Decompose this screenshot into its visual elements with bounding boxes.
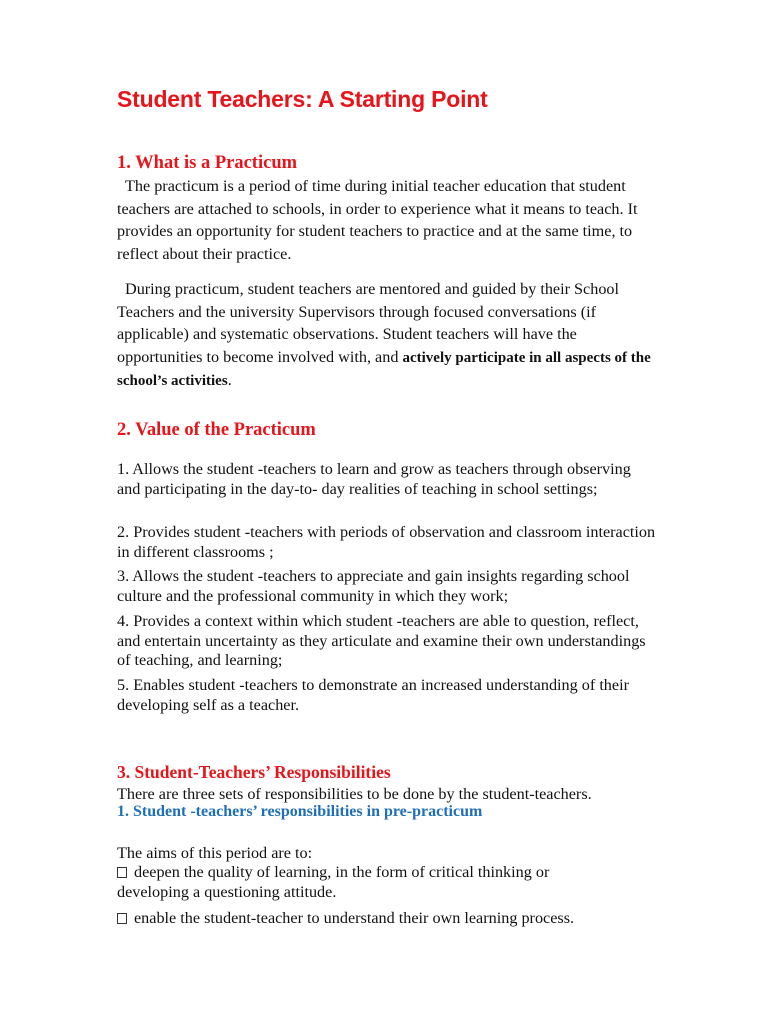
page-title: Student Teachers: A Starting Point — [117, 86, 488, 112]
value-item: 5. Enables student -teachers to demonstrate an increased understanding of their developing self as a teacher. — [117, 676, 629, 714]
section-heading-value: 2. Value of the Practicum — [117, 420, 316, 440]
mentoring-end: . — [227, 371, 232, 389]
value-item: 4. Provides a context within which student -teachers are able to question, reflect, and entertain uncertainty as they articulate and examine their own understandings of teaching, and learning; — [117, 612, 646, 669]
value-item: 3. Allows the student -teachers to appreciate and gain insights regarding school culture and the professional community in which they work; — [117, 567, 630, 605]
checkbox-bullet-icon — [117, 867, 127, 878]
aim-text: deepen the quality of learning, in the form of critical thinking or — [134, 863, 550, 881]
aims-intro: The aims of this period are to: — [117, 844, 313, 862]
section-heading-responsibilities: 3. Student-Teachers’ Responsibilities — [117, 762, 391, 782]
value-item: 1. Allows the student -teachers to learn and grow as teachers through observing and participating in the day-to- day realities of teaching in school settings; — [117, 460, 631, 498]
value-item: 2. Provides student -teachers with periods of observation and classroom interaction in different classrooms ; — [117, 523, 656, 561]
section-heading-practicum: 1. What is a Practicum — [117, 153, 298, 173]
mentoring-text: During practicum, student teachers are mentored and guided by their School Teachers and the university Supervisors through focused conversations (if applicable) and systematic observations. Student teachers will have the opportunities to become involved with, and — [117, 280, 620, 366]
practicum-definition-paragraph: The practicum is a period of time during initial teacher education that student teachers are attached to schools, in order to experience what it means to teach. It provides an opportunity for student teachers to practice and at the same time, to reflect about their practice. — [117, 177, 638, 263]
aim-item — [117, 862, 657, 882]
responsibilities-intro: There are three sets of responsibilities to be done by the student-teachers. — [117, 785, 592, 803]
aim-item — [117, 908, 657, 928]
aim-item-continued: developing a questioning attitude. — [117, 883, 337, 901]
aim-text: enable the student-teacher to understand their own learning process. — [134, 909, 575, 927]
pre-practicum-subheading: 1. Student -teachers’ responsibilities in pre-practicum — [117, 803, 483, 820]
aims-list — [117, 862, 657, 928]
checkbox-bullet-icon — [117, 913, 127, 924]
mentoring-bold-text: actively participate in all aspects of the school’s activities — [117, 349, 651, 389]
practicum-mentoring-paragraph — [117, 278, 657, 393]
